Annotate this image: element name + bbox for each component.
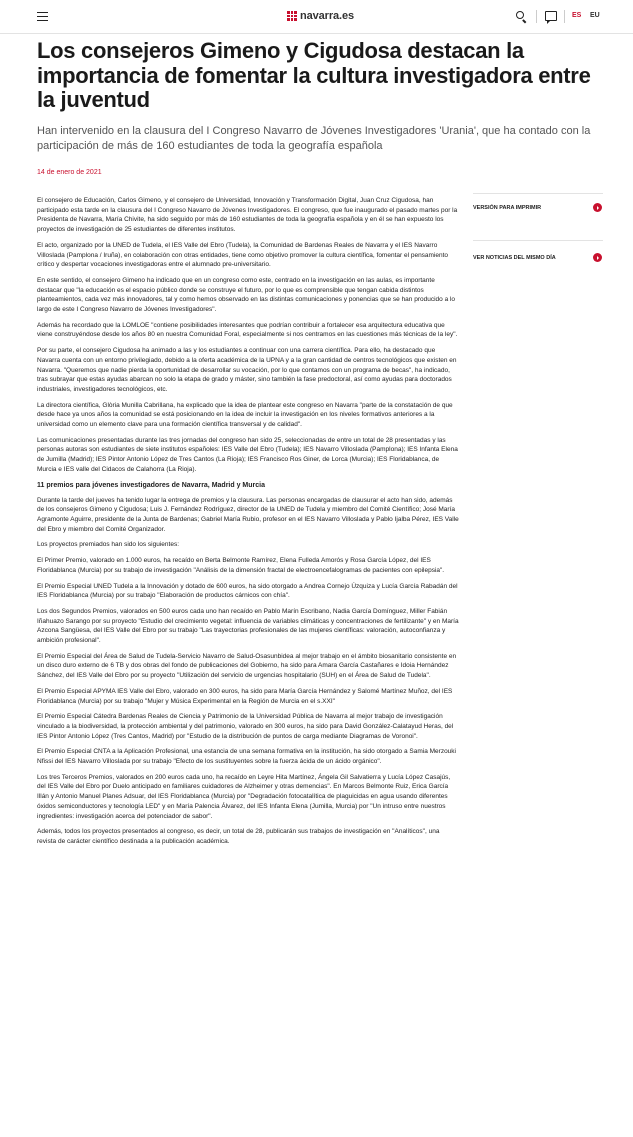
article-date: 14 de enero de 2021 [37,169,102,176]
article-subtitle: Han intervenido en la clausura del I Congreso Navarro de Jóvenes Investigadores 'Urania', que ha contado con la participación de más de 160 estudiantes de toda la geografía española [37,125,591,152]
paragraph: Los proyectos premiados han sido los siguientes: [37,541,179,549]
header-divider [564,10,565,23]
same-day-news-link[interactable] [473,250,603,266]
paragraph: Durante la tarde del jueves ha tenido lugar la entrega de premios y la clausura. Las personas encargadas de clausurar el acto han sido, además de los consejeros Gimeno y Cigudosa; Luis J. Fernández Rodríguez, director de la UNED de Tudela y miembro del Comité Científico; José María Agramonte Aguirre, presidente de la Junta de Bardenas; Gabriel María Rubio, profesor en el IES Navarro Villoslada y Pablo Ijalba Pérez, IES Valle del Ebro y miembro del Comité Organizador. [37,496,459,533]
hamburger-menu-icon[interactable] [37,12,48,21]
logo-mark-icon [287,11,297,21]
header-divider [536,10,537,23]
sidebar-divider [473,240,603,241]
search-icon[interactable] [516,11,527,22]
paragraph: El Premio Especial del Área de Salud de Tudela-Servicio Navarro de Salud-Osasunbidea al mejor trabajo en el ámbito biosanitario consistente en un disco duro externo de 6 TB y dos obras del fondo de publicaciones del Gobierno, ha sido para Amara García Castañares e Idoia Hernández Sánchez, del IES Valle del Ebro por su proyecto "Utilización del servicio de urgencias hospitalario (SUH) en el Área de Salud de Tudela". [37,652,457,680]
article-body [37,196,460,853]
paragraph: Los dos Segundos Premios, valorados en 500 euros cada uno han recaído en Pablo Marín Escribano, Nadia García Domínguez, Miller Fabián Iñahuazo Sarango por su proyecto "Estudio del crecimiento vegetal: influencia de variables climáticas y concentraciones de fertilizante" y en María Azcona Sangüesa, del IES Valle del Ebro por su trabajo "Las trayectorias profesionales de las mujeres científicas: valoración, autoconfianza y ambición profesional". [37,607,459,645]
paragraph: El acto, organizado por la UNED de Tudela, el IES Valle del Ebro (Tudela), la Comunidad de Bardenas Reales de Navarra y el IES Navarro Villoslada (Pamplona / Iruña), en colaboración con otras entidades, tiene como objetivo promover la cultura científica, fomentar el pensamiento crítico y despertar vocaciones investigadoras entre el alumnado pre-universitario. [37,241,449,269]
lang-eu-link[interactable]: EU [590,12,600,19]
paragraph: El Premio Especial CNTA a la Aplicación Profesional, una estancia de una semana formativa en la institución, ha sido otorgado a Samia Merzouki Nfissi del IES Navarro Villoslada por su trabajo "Efecto de los sustituyentes sobre la fuerza ácida de un ácido orgánico". [37,748,456,766]
paragraph: La directora científica, Glòria Munilla Cabrillana, ha explicado que la idea de plantear este congreso en Navarra "parte de la constatación de que desde hace ya unos años la comunidad se está posicionando en la idea de incluir la investigación en los niveles formativos anteriores a la universidad como un elemento clave para una formación científica transversal y de calidad". [37,401,453,429]
logo-text: navarra.es [300,10,355,22]
arrow-right-icon [593,203,602,212]
print-version-label: VERSIÓN PARA IMPRIMIR [473,205,542,211]
paragraph: Por su parte, el consejero Cigudosa ha animado a las y los estudiantes a continuar con una carrera científica. Para ello, ha destacado que Navarra cuenta con un entorno privilegiado, debido a la oferta académica de la UPNA y a la gran cantidad de centros tecnológicos que existen en Navarra. "Queremos que nadie pierda la oportunidad de desarrollar su vocación, por lo que contamos con un programa de becas", ha indicado, tras subrayar que estas ayudas abarcan no solo la etapa de grado y máster, sino también la fase predoctoral, así como ayudas para doctorados industriales, investigadores tecnológicos, etc. [37,347,457,393]
paragraph: Además, todos los proyectos presentados al congreso, es decir, un total de 28, publicarán sus trabajos de investigación en "Analíticos", una revista de carácter científico destinada a la publicación académica. [37,828,440,845]
same-day-news-label: VER NOTICIAS DEL MISMO DÍA [473,255,556,261]
arrow-right-icon [593,253,602,262]
paragraph: En este sentido, el consejero Gimeno ha indicado que en un congreso como este, centrado en la investigación en las aulas, es importante destacar que "la educación es el espacio público donde se construye el futuro, por lo que es comprensible que tengan cabida distintos planteamientos, cada vez más innovadores, tal y como hemos observado en las distintas comunicaciones y ponencias que se han producido a lo largo de este I Congreso Navarro de Jóvenes Investigadores". [37,276,456,314]
paragraph: El Primer Premio, valorado en 1.000 euros, ha recaído en Berta Belmonte Ramírez, Elena Fulleda Amorós y Rosa García López, del IES Floridablanca (Murcia) por su trabajo de investigación "Análisis de la dimensión fractal de electroencefalogramas de pacientes con epilepsia". [37,557,445,574]
sidebar-divider [473,193,603,194]
chat-icon[interactable] [545,11,557,21]
paragraph: Los tres Terceros Premios, valorados en 200 euros cada uno, ha recaído en Leyre Hita Martínez, Ángela Gil Salvatierra y Lucía López Casajús, del IES Valle del Ebro por Duelo anticipado en familiares cuidadores de Alzheimer y otras demencias". En Marcos Belmonte Ruiz, Erica García Illán y Antonio Manuel Planes Adsuar, del IES Floridablanca (Murcia) por "Degradación fotocatalítica de plaguicidas en agua usando diferentes óxidos semiconductores y tecnología LED" y en María Palencia Álvarez, del IES Infanta Elena (Jumilla, Murcia) por "Un intruso entre nuestros ingredientes: investigación acerca del potenciador de sabor". [37,773,451,820]
paragraph: Las comunicaciones presentadas durante las tres jornadas del congreso han sido 25, seleccionadas de entre un total de 28 presentadas y las personas autoras son estudiantes de siete institutos españoles: IES Valle del Ebro (Tudela); IES Navarro Villoslada (Pamplona); IES Infanta Elena de Jumilla (Madrid); IES Pintor Antonio López de Tres Cantos (La Rioja); IES Francisco Ros Giner, de Lorca (Murcia); IES Floridablanca, de Murcia e IES valle del Cidacos de Calahorra (La Rioja). [37,436,458,473]
paragraph: El Premio Especial APYMA IES Valle del Ebro, valorado en 300 euros, ha sido para María García Hernández y Salomé Martínez Muñoz, del IES Floridablanca (Murcia) por su trabajo "Mujer y Música Experimental en la Región de Murcia en el s.XXI" [37,687,453,705]
print-version-link[interactable] [473,200,603,216]
paragraph: Además ha recordado que la LOMLOE "contiene posibilidades interesantes que podrían contribuir a fortalecer esa arquitectura educativa que viene construyéndose desde los años 80 en nuestra Comunidad Foral, especialmente si nos centramos en las cuestiones más técnicas de la ley". [37,321,458,339]
paragraph: El Premio Especial Cátedra Bardenas Reales de Ciencia y Patrimonio de la Universidad Pública de Navarra al mejor trabajo de investigación vinculado a la biodiversidad, la protección ambiental y del patrimonio, valorado en 300 euros, ha sido para David González-Calatayud Heras, del IES Pintor Antonio López (Tres Cantos, Madrid) por "Estudio de la distribución de puntos de carga mediante Diagramas de Voronoi". [37,713,454,740]
site-logo[interactable] [287,9,354,23]
lang-es-link[interactable]: ES [572,12,582,19]
top-bar [0,0,633,34]
article-title: Los consejeros Gimeno y Cigudosa destacan la importancia de fomentar la cultura investigadora entre la juventud [37,38,591,112]
paragraph: El consejero de Educación, Carlos Gimeno, y el consejero de Universidad, Innovación y Transformación Digital, Juan Cruz Cigudosa, han participado esta tarde en la clausura del I Congreso Navarro de Jóvenes Investigadores. El congreso, que fue inaugurado el pasado martes por la Presidenta de Navarra, María Chivite, ha sido seguido por más de 160 estudiantes de toda la geografía española y en él se han expuesto los proyectos de investigación de 25 estudiantes de diferentes institutos. [37,197,458,234]
section-heading: 11 premios para jóvenes investigadores de Navarra, Madrid y Murcia [37,481,265,489]
paragraph: El Premio Especial UNED Tudela a la Innovación y dotado de 600 euros, ha sido otorgado a Andrea Cornejo Úzquiza y Lucía García Rabadán del IES Floridablanca (Murcia) por su trabajo "Elaboración de productos cárnicos con chía". [37,582,458,600]
